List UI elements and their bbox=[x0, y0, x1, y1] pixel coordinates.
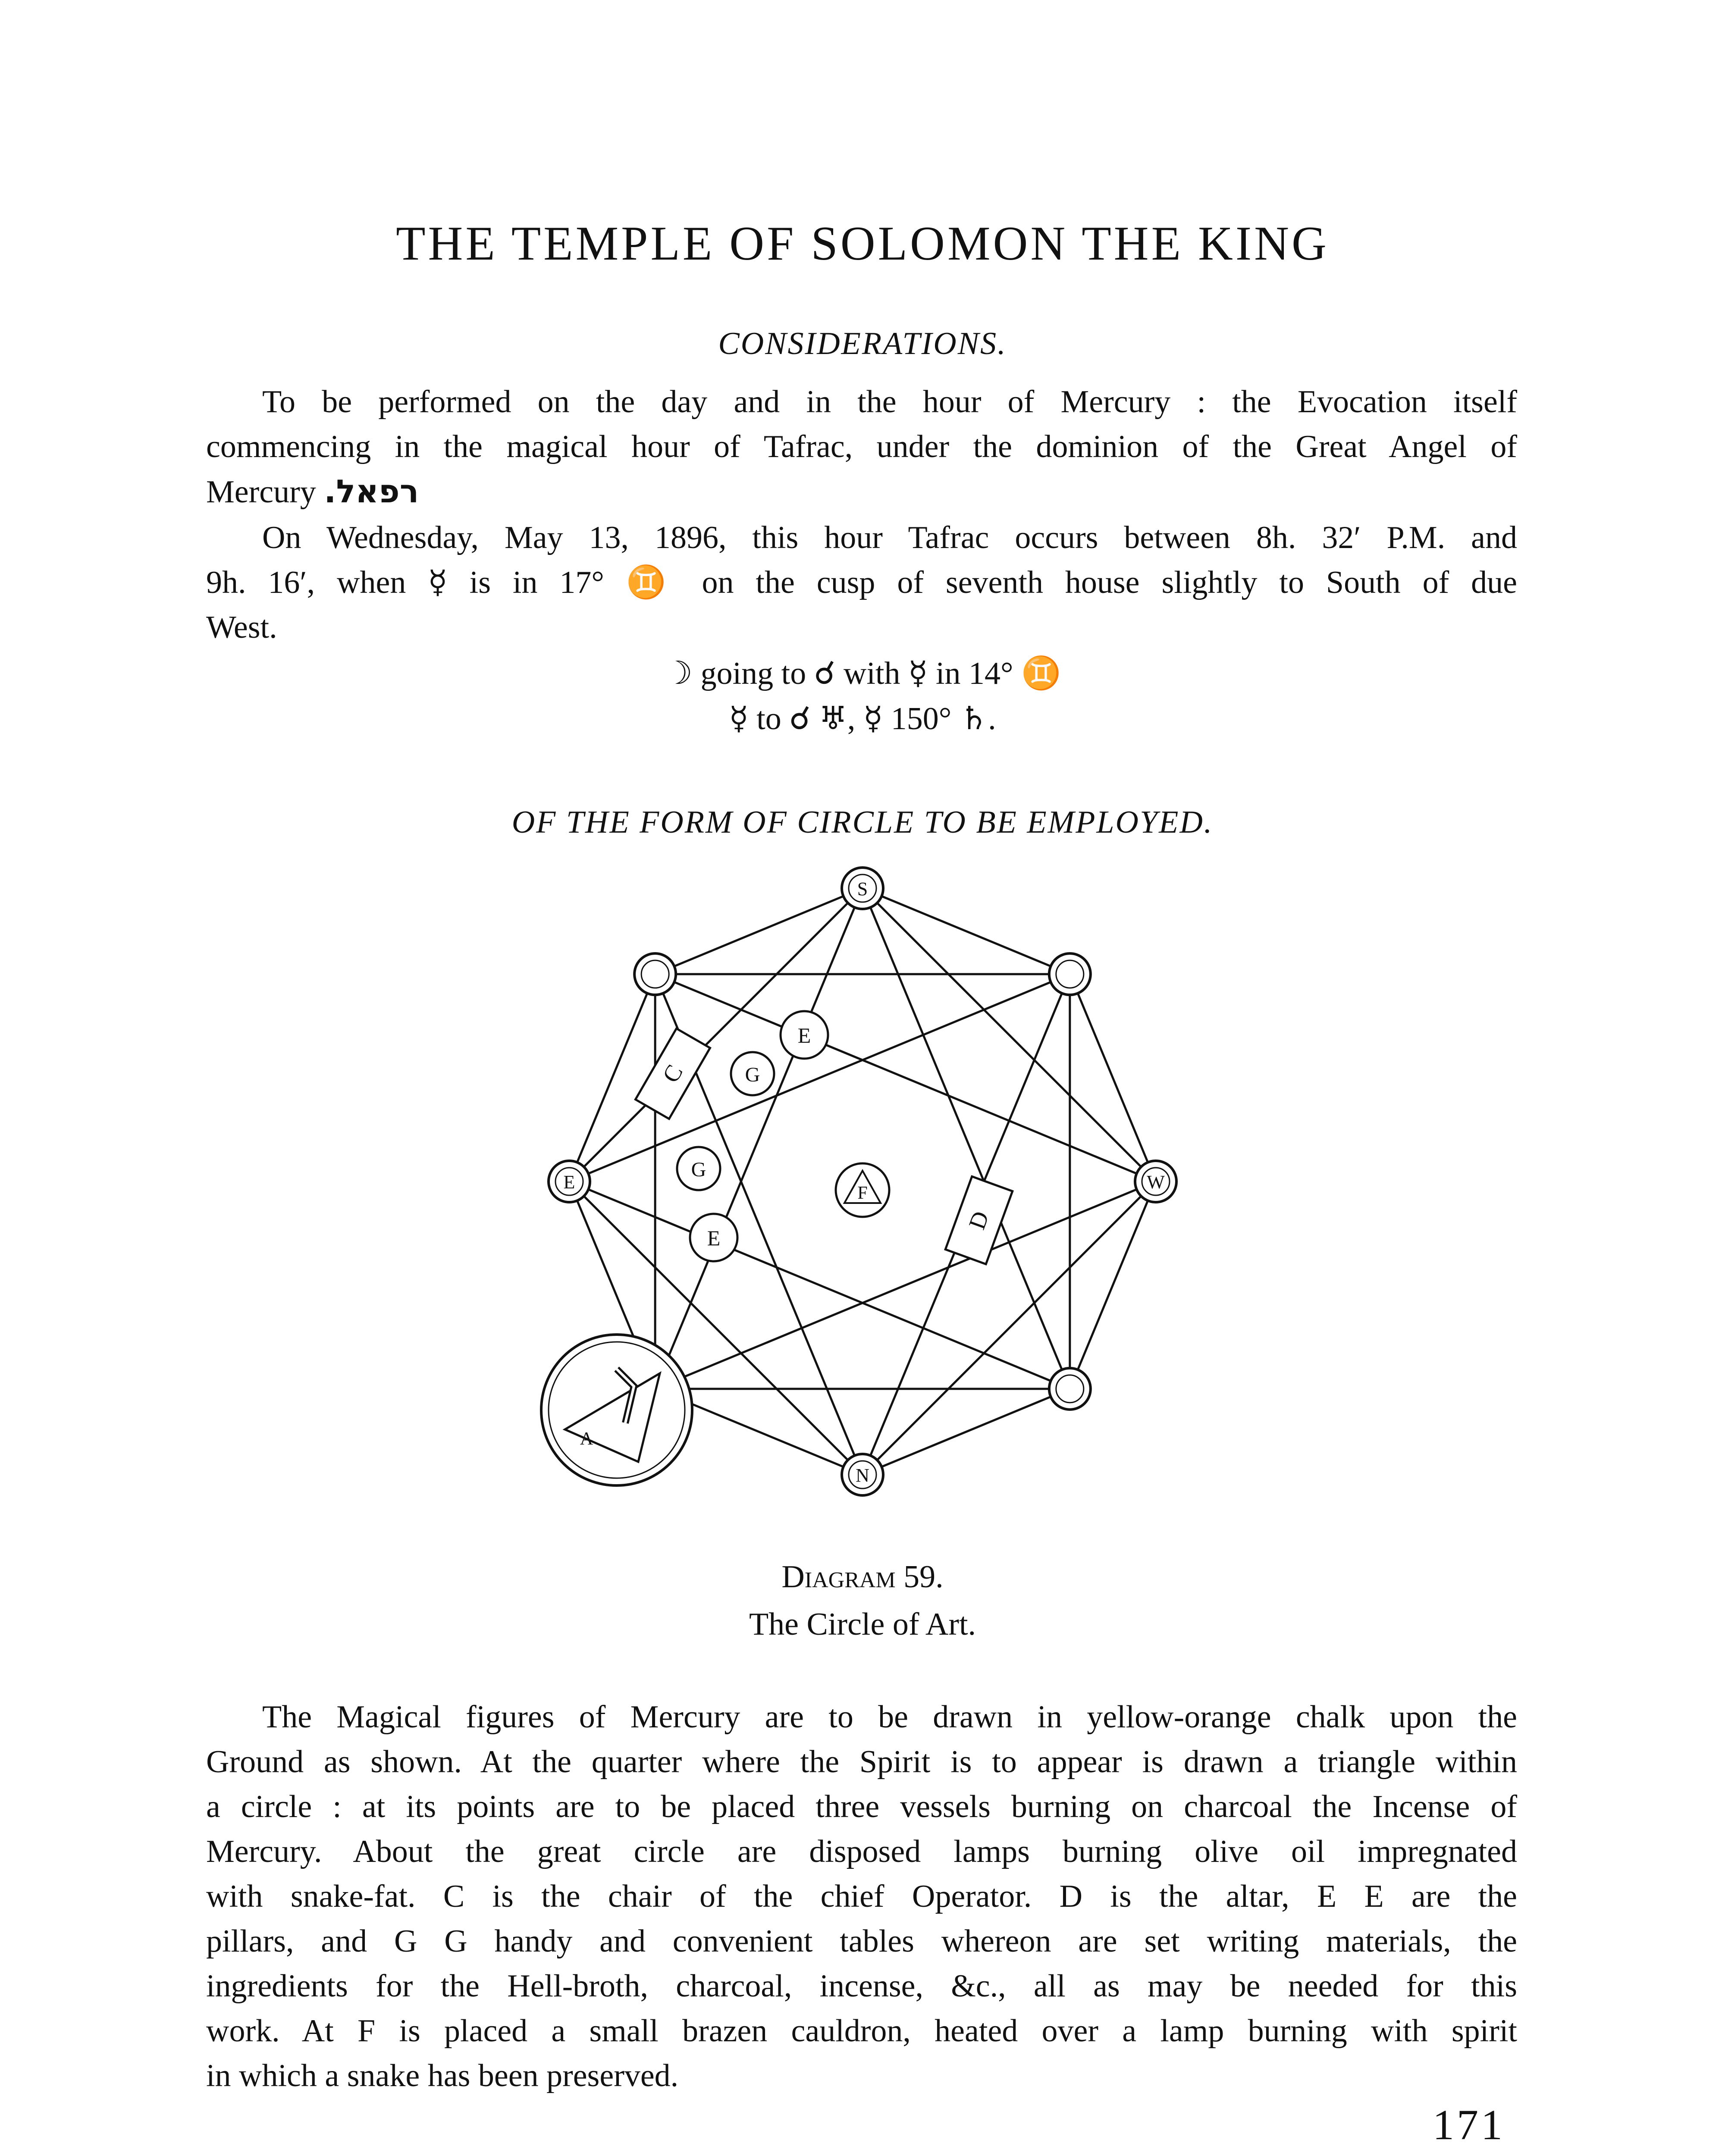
paragraph-line: The Magical figures of Mercury are to be drawn in yellow-orange chalk upon the bbox=[262, 1699, 1517, 1735]
paragraph-line: pillars, and G G handy and convenient tables whereon are set writing materials, the bbox=[206, 1924, 1517, 1959]
astrological-aspect-line: ☽ going to ☌ with ☿ in 14° ♊ bbox=[664, 656, 1061, 691]
diagram-title: The Circle of Art. bbox=[749, 1607, 976, 1642]
label-table: G bbox=[691, 1158, 706, 1181]
label-pillar: E bbox=[797, 1023, 811, 1047]
lamp-circle bbox=[634, 953, 676, 995]
paragraph-line: West. bbox=[206, 610, 277, 645]
section-heading-form-of-circle: OF THE FORM OF CIRCLE TO BE EMPLOYED. bbox=[511, 805, 1214, 840]
paragraph-line-prefix: Mercury bbox=[206, 474, 316, 510]
star-line bbox=[655, 888, 862, 1389]
label-triangle: A bbox=[580, 1429, 593, 1449]
paragraph-line: Ground as shown. At the quarter where the Spirit is to appear is drawn a triangle within bbox=[206, 1744, 1517, 1780]
cardinal-label: S bbox=[857, 878, 868, 899]
lamp bbox=[634, 953, 676, 995]
label-cauldron: F bbox=[857, 1183, 868, 1203]
lamp-circle bbox=[1049, 953, 1091, 995]
paragraph-line: a circle : at its points are to be placed three vessels burning on charcoal the Incense of bbox=[206, 1789, 1517, 1824]
diagram-caption bbox=[0, 1559, 1725, 1595]
table-g-upper bbox=[731, 1052, 774, 1095]
table-g-lower bbox=[677, 1147, 720, 1190]
lamp-circle bbox=[1049, 1368, 1091, 1410]
label-pillar: E bbox=[707, 1226, 721, 1250]
cardinal-lamp-n bbox=[842, 1454, 883, 1495]
paragraph-line bbox=[206, 469, 1517, 514]
diagram-number: Diagram 59. bbox=[781, 1559, 944, 1595]
cauldron-f bbox=[836, 1163, 889, 1217]
square-line bbox=[862, 888, 1156, 1181]
paragraph-line: On Wednesday, May 13, 1896, this hour Tafrac occurs between 8h. 32′ P.M. and bbox=[262, 520, 1517, 555]
running-head: THE TEMPLE OF SOLOMON THE KING bbox=[396, 217, 1329, 270]
paragraph-line: with snake-fat. C is the chair of the chief Operator. D is the altar, E E are the bbox=[206, 1879, 1517, 1914]
paragraph-line: Mercury. About the great circle are disposed lamps burning olive oil impregnated bbox=[206, 1834, 1517, 1869]
paragraph-wednesday bbox=[206, 515, 1517, 650]
paragraph-line: ingredients for the Hell-broth, charcoal, incense, &c., all as may be needed for this bbox=[206, 1968, 1517, 2004]
cardinal-label: N bbox=[856, 1465, 869, 1486]
star-line bbox=[862, 888, 1070, 1389]
square-line bbox=[862, 1181, 1156, 1475]
page-number: 171 bbox=[1433, 2101, 1505, 2149]
cardinal-label: W bbox=[1147, 1172, 1165, 1193]
astrological-aspect-line: ☿ to ☌ ♅, ☿ 150° ♄. bbox=[729, 701, 996, 736]
star-line bbox=[655, 1181, 1156, 1389]
section-heading-considerations: CONSIDERATIONS. bbox=[718, 326, 1007, 361]
label-altar: D bbox=[963, 1207, 994, 1233]
label-chair: C bbox=[657, 1060, 688, 1087]
paragraph-line: commencing in the magical hour of Tafrac, under the dominion of the Great Angel of bbox=[206, 429, 1517, 464]
paragraph-considerations bbox=[206, 379, 1517, 514]
cardinal-lamp-w bbox=[1135, 1161, 1176, 1202]
paragraph-line: work. At F is placed a small brazen cauldron, heated over a lamp burning with spirit bbox=[206, 2013, 1517, 2049]
star-line bbox=[569, 974, 1070, 1181]
cardinal-lamp-e bbox=[549, 1161, 590, 1202]
paragraph-line: in which a snake has been preserved. bbox=[206, 2058, 679, 2093]
paragraph-magical-figures bbox=[206, 1695, 1517, 2098]
label-table: G bbox=[745, 1063, 760, 1086]
triangle-of-art bbox=[541, 1335, 692, 1485]
paragraph-line: 9h. 16′, when ☿ is in 17° ♊ on the cusp of seventh house slightly to South of due bbox=[206, 565, 1517, 600]
cardinal-lamp-s bbox=[842, 868, 883, 909]
lamp bbox=[1049, 953, 1091, 995]
pillar-e-upper bbox=[781, 1011, 828, 1059]
altar-d bbox=[945, 1176, 1013, 1264]
circle-of-art-diagram bbox=[518, 862, 1208, 1522]
paragraph-line: To be performed on the day and in the hour of Mercury : the Evocation itself bbox=[262, 384, 1517, 420]
cardinal-label: E bbox=[563, 1172, 575, 1193]
chair-c bbox=[636, 1028, 710, 1119]
pillar-e-lower bbox=[690, 1214, 737, 1261]
lamp bbox=[1049, 1368, 1091, 1410]
star-line bbox=[655, 974, 1156, 1181]
hebrew-angel-name: רפאל. bbox=[324, 473, 419, 510]
